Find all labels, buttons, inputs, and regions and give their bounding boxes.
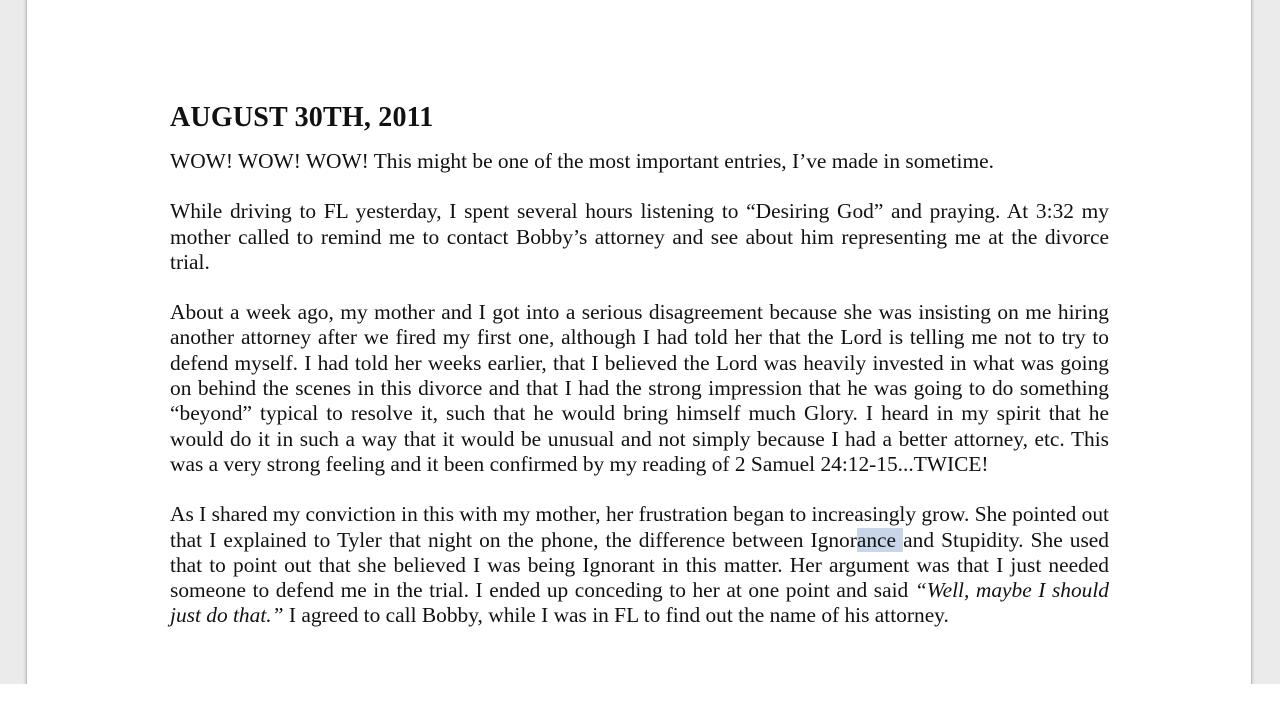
paragraph-4-text-b: and Stupidity. She used that to point out that she believed I was being Ignorant in this matter. Her argument was that I just needed someone to defend me in the trial. I ended up conceding to her at one point and said [170, 527, 1109, 603]
entry-date-heading: AUGUST 30TH, 2011 [170, 102, 434, 133]
text-selection-highlight[interactable]: ance [856, 527, 904, 552]
paragraph-4 [170, 502, 1109, 628]
paragraph-3: About a week ago, my mother and I got into a serious disagreement because she was insisting on me hiring another attorney after we fired my first one, although I had told her that the Lord is telling me not to try to defend myself. I had told her weeks earlier, that I believed the Lord was heavily invested in what was going on behind the scenes in this divorce and that I had the strong impression that he was going to do something “beyond” typical to resolve it, such that he would bring himself much Glory. I heard in my spirit that he would do it in such a way that it would be unusual and not simply because I had a better attorney, etc. This was a very strong feeling and it been confirmed by my reading of 2 Samuel 24:12-15...TWICE! [170, 300, 1109, 476]
bottom-bar [0, 684, 1280, 720]
document-page [27, 0, 1251, 684]
italic-quote: “Well, maybe I should just do that.” [170, 578, 1109, 628]
paragraph-4-text-a: As I shared my conviction in this with my mother, her frustration began to increasingly grow. She pointed out that I explained to Tyler that night on the phone, the difference between Ignor [170, 502, 1109, 552]
paragraph-4-text-c: I agreed to call Bobby, while I was in FL to find out the name of his attorney. [283, 603, 949, 628]
paragraph-2: While driving to FL yesterday, I spent several hours listening to “Desiring God” and praying. At 3:32 my mother called to remind me to contact Bobby’s attorney and see about him representing me at the divorce trial. [170, 199, 1109, 274]
document-body [170, 100, 1109, 654]
paragraph-1: WOW! WOW! WOW! This might be one of the most important entries, I’ve made in sometime. [170, 149, 994, 173]
